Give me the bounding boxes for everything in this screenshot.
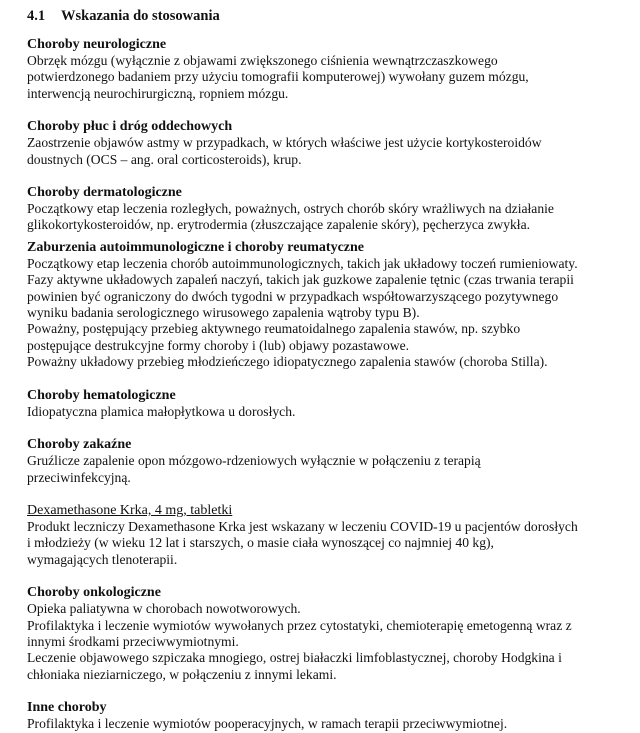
text-line: interwencją neurochirurgiczną, ropniem mózgu. bbox=[27, 85, 289, 101]
block-autoimmune bbox=[27, 240, 620, 371]
text-line: Początkowy etap leczenia chorób autoimmunologicznych, takich jak układowy toczeń rumieniowaty. bbox=[27, 255, 578, 271]
section-number: 4.1 bbox=[27, 8, 46, 24]
text-line: Produkt leczniczy Dexamethasone Krka jest wskazany w leczeniu COVID-19 u pacjentów dorosłych bbox=[27, 518, 578, 534]
block-dermatologic bbox=[27, 185, 620, 234]
text-line: Poważny układowy przebieg młodzieńczego idiopatycznego zapalenia stawów (choroba Stilla). bbox=[27, 354, 548, 370]
text-line: doustnych (OCS – ang. oral corticosteroids), krup. bbox=[27, 151, 302, 167]
text-line: Profilaktyka i leczenie wymiotów wywołanych przez cytostatyki, chemioterapię emetogenną wraz z bbox=[27, 617, 572, 633]
text-line: Początkowy etap leczenia rozległych, poważnych, ostrych chorób skóry wrażliwych na działanie bbox=[27, 201, 554, 217]
block-title: Choroby onkologiczne bbox=[27, 585, 161, 601]
text-line: wymagających tlenoterapii. bbox=[27, 551, 178, 567]
block-hematologic bbox=[27, 388, 620, 420]
text-line: powinien być ograniczony do dwóch tygodni w przypadkach współtowarzyszącego pozytywnego bbox=[27, 288, 559, 304]
text-line: Profilaktyka i leczenie wymiotów pooperacyjnych, w ramach terapii przeciwwymiotnej. bbox=[27, 716, 508, 732]
text-line: Obrzęk mózgu (wyłącznie z objawami zwiększonego ciśnienia wewnątrzczaszkowego bbox=[27, 53, 498, 68]
block-title: Choroby płuc i dróg oddechowych bbox=[27, 119, 233, 135]
block-respiratory bbox=[27, 119, 620, 168]
text-line: chłoniaka nieziarniczego, w połączeniu z innymi lekami. bbox=[27, 666, 337, 682]
text-line: Gruźlicze zapalenie opon mózgowo-rdzeniowych wyłącznie w połączeniu z terapią bbox=[27, 453, 481, 469]
block-other bbox=[27, 700, 620, 732]
text-line: innymi środkami przeciwwymiotnymi. bbox=[27, 633, 239, 649]
block-title: Choroby neurologiczne bbox=[27, 37, 167, 52]
text-line: postępujące destrukcyjne formy choroby i (lub) objawy pozastawowe. bbox=[27, 337, 410, 353]
text-line: Leczenie objawowego szpiczaka mnogiego, ostrej białaczki limfoblastycznej, choroby Hodgkina i bbox=[27, 650, 562, 666]
block-title: Choroby hematologiczne bbox=[27, 387, 176, 403]
section-heading bbox=[27, 8, 620, 25]
block-title: Inne choroby bbox=[27, 700, 107, 716]
text-line: Fazy aktywne układowych zapaleń naczyń, takich jak guzkowe zapalenie tętnic (czas trwania terapii bbox=[27, 272, 574, 288]
text-line: wyniku badania serologicznego wirusowego zapalenia wątroby typu B). bbox=[27, 305, 420, 321]
block-title: Choroby dermatologiczne bbox=[27, 185, 182, 201]
text-line: Poważny, postępujący przebieg aktywnego reumatoidalnego zapalenia stawów, np. szybko bbox=[27, 321, 521, 337]
text-line: glikokortykosteroidów, np. erytrodermia (złuszczające zapalenie skóry), pęcherzyca zwykła. bbox=[27, 217, 530, 233]
block-dexamethasone bbox=[27, 503, 620, 568]
block-infectious bbox=[27, 437, 620, 486]
text-line: przeciwinfekcyjną. bbox=[27, 469, 131, 485]
text-line: i młodzieży (w wieku 12 lat i starszych, o masie ciała wynoszącej co najmniej 40 kg), bbox=[27, 535, 494, 551]
text-line: Idiopatyczna plamica małopłytkowa u dorosłych. bbox=[27, 403, 296, 419]
block-neurologic bbox=[27, 37, 620, 102]
text-line: potwierdzonego badaniem przy użyciu tomografii komputerowej) wywołany guzem mózgu, bbox=[27, 69, 529, 85]
product-name-title: Dexamethasone Krka, 4 mg, tabletki bbox=[27, 502, 233, 518]
section-title: Wskazania do stosowania bbox=[61, 8, 220, 24]
block-title: Choroby zakaźne bbox=[27, 437, 132, 453]
text-line: Opieka paliatywna w chorobach nowotworowych. bbox=[27, 601, 301, 617]
text-line: Zaostrzenie objawów astmy w przypadkach, w których właściwe jest użycie kortykosteroidów bbox=[27, 135, 542, 151]
block-oncologic bbox=[27, 585, 620, 683]
block-title: Zaburzenia autoimmunologiczne i choroby reumatyczne bbox=[27, 239, 365, 255]
